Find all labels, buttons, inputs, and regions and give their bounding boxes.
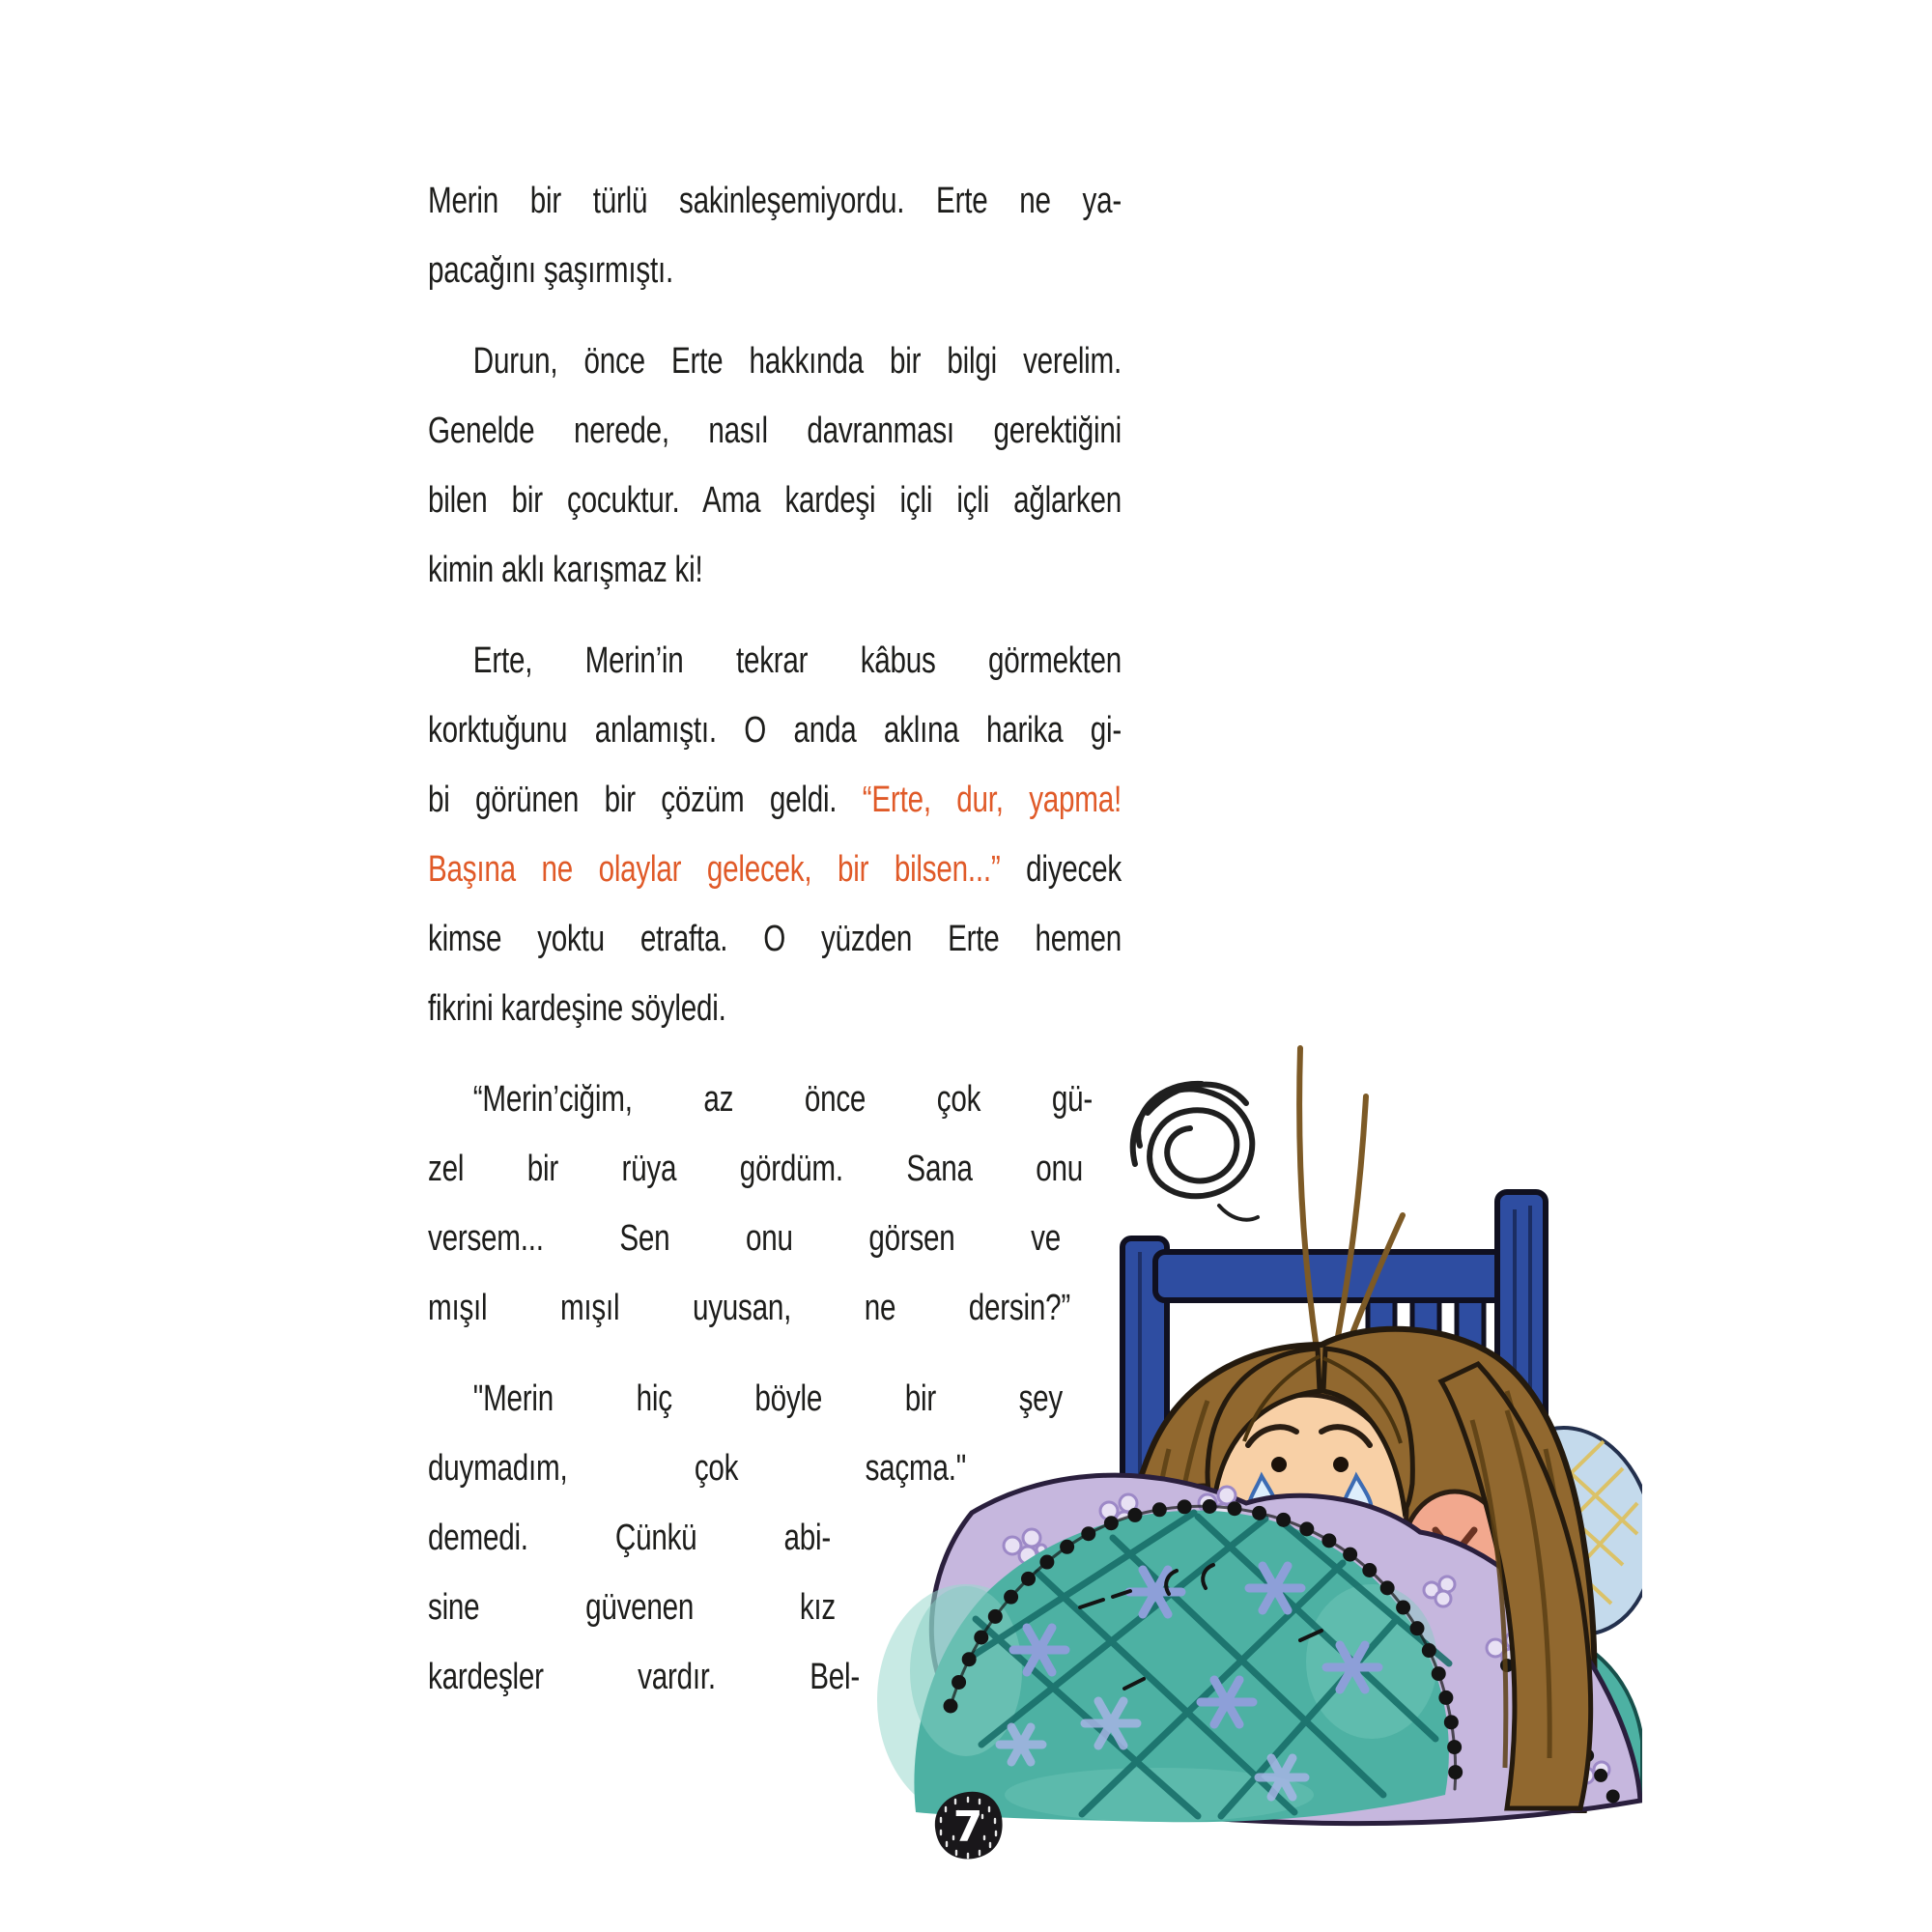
text-line	[428, 535, 1122, 605]
text-line	[428, 396, 1122, 466]
text-segment: sine güvenen kız	[428, 1587, 836, 1628]
text-segment: Durun, önce Erte hakkında bir bilgi verelim.	[472, 341, 1122, 382]
text-segment: bi görünen bir çözüm geldi.	[428, 780, 863, 820]
text-segment: zel bir rüya gördüm. Sana onu	[428, 1149, 1083, 1189]
paragraph	[428, 327, 1122, 605]
text-segment: demedi. Çünkü abi-	[428, 1518, 831, 1558]
text-line	[428, 696, 1122, 765]
text-segment: kimin aklı karışmaz ki!	[428, 550, 703, 590]
scribble-cloud	[1133, 1084, 1258, 1220]
paragraph	[428, 626, 1122, 1043]
text-segment: diyecek	[1000, 849, 1122, 890]
page-number: 7	[952, 1803, 983, 1852]
left-eye	[1271, 1457, 1287, 1472]
text-segment: bilen bir çocuktur. Ama kardeşi içli içli ağlarken	[428, 480, 1122, 521]
crying-girl-illustration	[676, 1024, 1642, 1835]
text-segment: Genelde nerede, nasıl davranması gerektiğini	[428, 411, 1122, 451]
highlighted-text: Başına ne olaylar gelecek, bir bilsen...”	[428, 849, 1001, 890]
text-line	[428, 166, 1122, 236]
text-segment: kimse yoktu etrafta. O yüzden Erte hemen	[428, 919, 1122, 959]
text-segment: "Merin hiç böyle bir şey	[472, 1378, 1063, 1419]
text-segment: Erte, Merin’in tekrar kâbus görmekten	[472, 640, 1122, 681]
paragraph	[428, 166, 1122, 305]
page-number-badge	[928, 1786, 1008, 1865]
text-line	[428, 835, 1122, 904]
text-segment: “Merin’ciğim, az önce çok gü-	[472, 1079, 1093, 1120]
text-line	[428, 904, 1122, 974]
text-segment: kardeşler vardır. Bel-	[428, 1657, 860, 1697]
text-segment: versem... Sen onu görsen ve	[428, 1218, 1061, 1259]
right-eye	[1333, 1457, 1349, 1472]
text-segment: pacağını şaşırmıştı.	[428, 250, 673, 291]
highlighted-text: “Erte, dur, yapma!	[862, 780, 1122, 820]
text-segment: Merin bir türlü sakinleşemiyordu. Erte ne ya-	[428, 181, 1122, 221]
text-segment: korktuğunu anlamıştı. O anda aklına harika gi-	[428, 710, 1122, 751]
text-segment: mışıl mışıl uyusan, ne dersin?”	[428, 1288, 1070, 1328]
text-segment: fikrini kardeşine söyledi.	[428, 988, 726, 1029]
text-segment: duymadım, çok saçma."	[428, 1448, 966, 1489]
text-line	[428, 626, 1122, 696]
text-line	[428, 236, 1122, 305]
text-line	[428, 765, 1122, 835]
text-line	[428, 327, 1122, 396]
text-line	[428, 466, 1122, 535]
